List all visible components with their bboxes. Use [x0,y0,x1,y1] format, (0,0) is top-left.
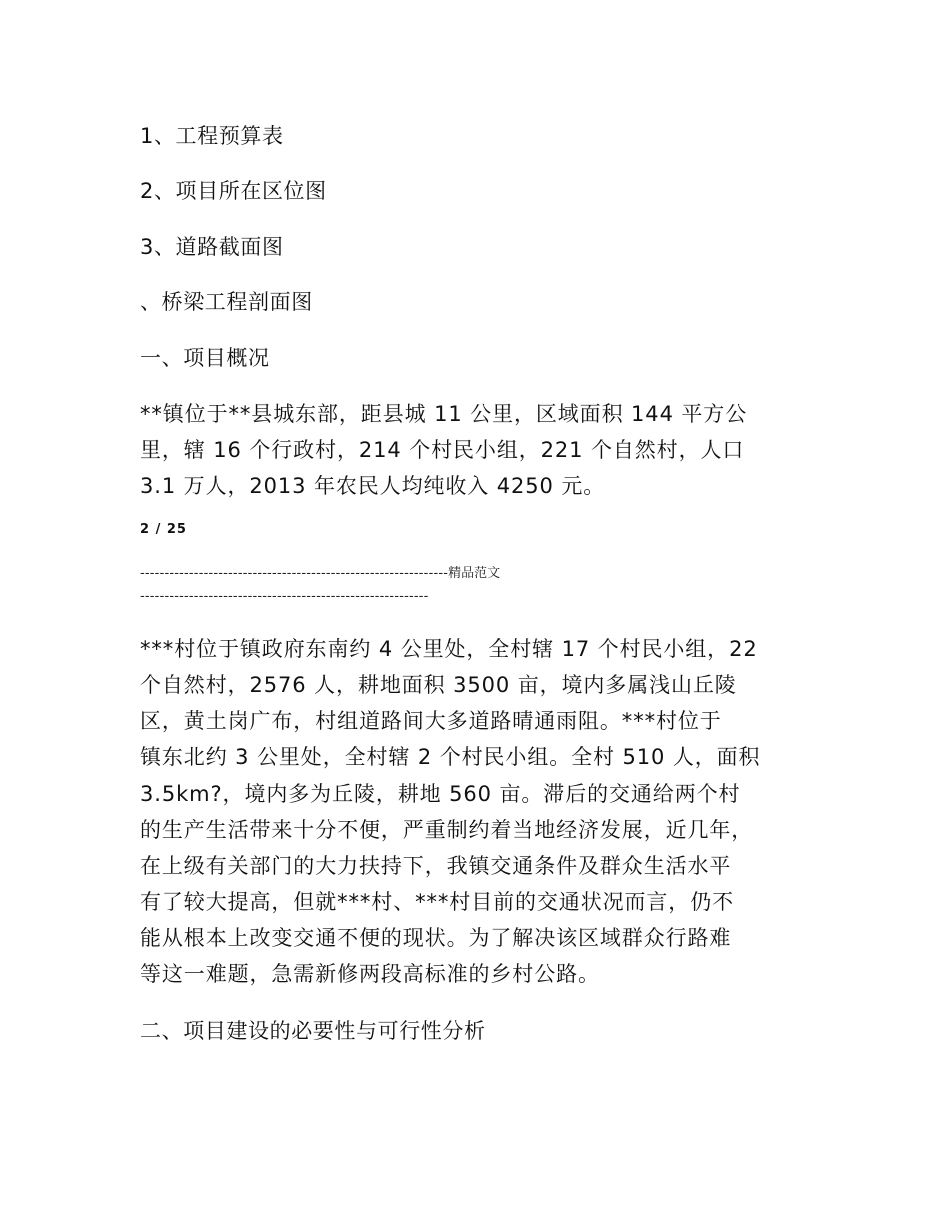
page-number: 2 / 25 [140,522,187,537]
list-item-budget: 1、工程预算表 [140,124,284,148]
paragraph-line: 有了较大提高，但就***村、***村目前的交通状况而言，仍不 [140,890,734,914]
paragraph-line: 镇东北约 3 公里处，全村辖 2 个村民小组。全村 510 人，面积 [140,745,761,769]
list-item-bridge-profile: 、桥梁工程剖面图 [140,290,313,314]
separator-line-bottom [140,589,612,605]
separator-dashes: --------------------------------------------------------------- [140,566,449,581]
separator-dashes: ----------------------------------------------------------- [140,589,429,604]
paragraph-line: 3.1 万人，2013 年农民人均纯收入 4250 元。 [140,474,606,498]
list-item-location-map: 2、项目所在区位图 [140,179,327,203]
section-heading-overview: 一、项目概况 [140,346,270,370]
paragraph-line: 区，黄土岗广布，村组道路间大多道路晴通雨阻。***村位于 [140,709,722,733]
watermark-label: 精品范文 [448,566,501,581]
paragraph-line: ***村位于镇政府东南约 4 公里处，全村辖 17 个村民小组，22 [140,637,758,661]
paragraph-line: 里，辖 16 个行政村，214 个村民小组，221 个自然村，人口 [140,438,745,462]
paragraph-line: 在上级有关部门的大力扶持下，我镇交通条件及群众生活水平 [140,854,732,878]
paragraph-line: 3.5km?，境内多为丘陵，耕地 560 亩。滞后的交通给两个村 [140,782,741,806]
paragraph-line: **镇位于**县城东部，距县城 11 公里，区域面积 144 平方公 [140,402,748,426]
section-heading-necessity: 二、项目建设的必要性与可行性分析 [140,1019,486,1043]
paragraph-line: 能从根本上改变交通不便的现状。为了解决该区域群众行路难 [140,926,732,950]
paragraph-line: 的生产生活带来十分不便，严重制约着当地经济发展，近几年， [140,818,754,842]
paragraph-line: 个自然村，2576 人，耕地面积 3500 亩，境内多属浅山丘陵 [140,673,737,697]
paragraph-line: 等这一难题，急需新修两段高标准的乡村公路。 [140,962,600,986]
separator-line-top [140,566,700,582]
list-item-road-section: 3、道路截面图 [140,235,284,259]
